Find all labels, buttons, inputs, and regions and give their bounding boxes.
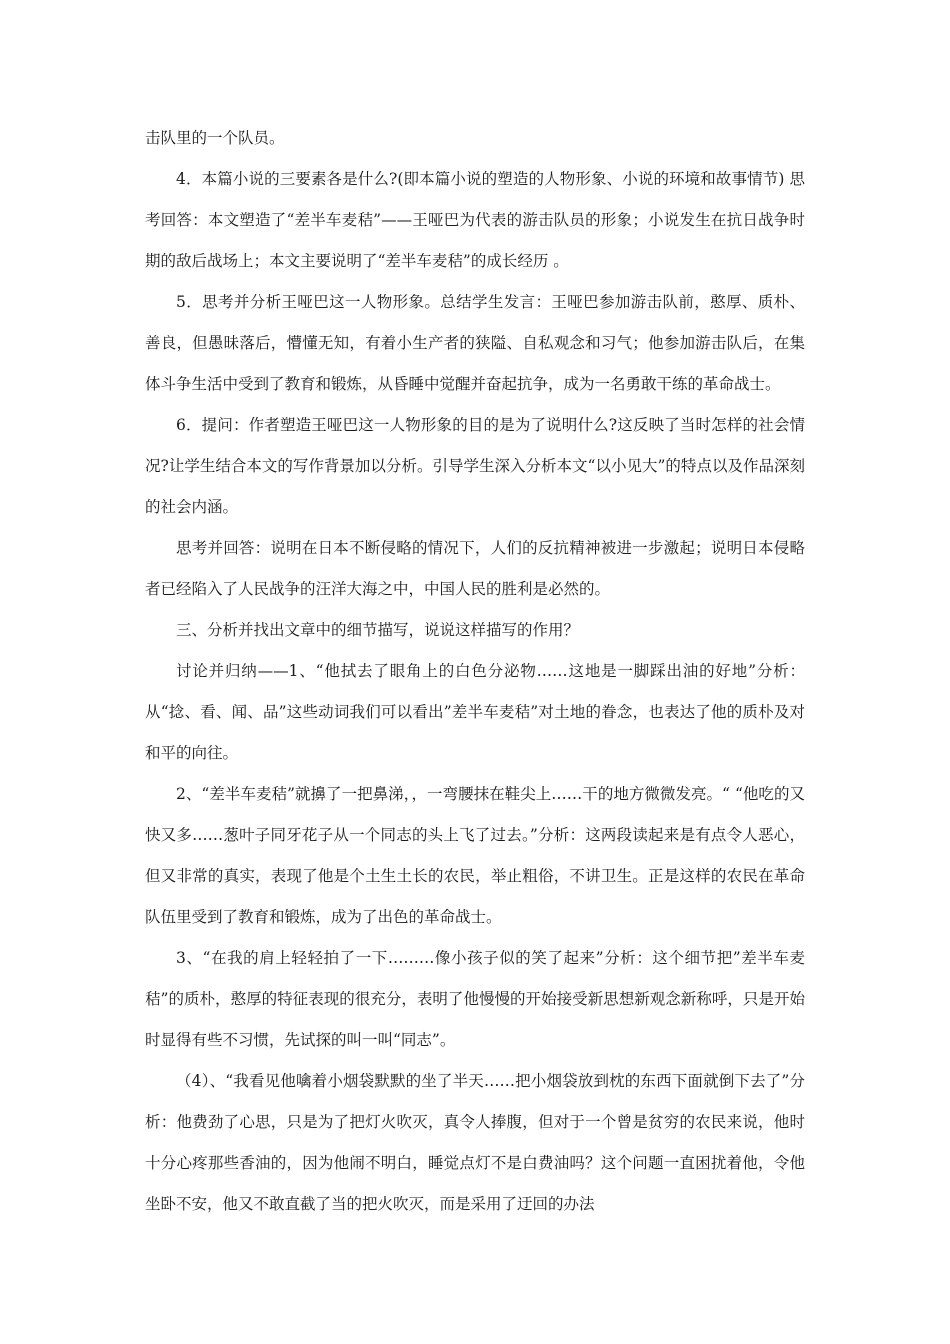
- paragraph-detail-4: （4）、“我看见他噙着小烟袋默默的坐了半天……把小烟袋放到枕的东西下面就倒下去了”分析：他费劲了心思，只是为了把灯火吹灭，真令人捧腹，但对于一个曾是贫穷的农民来说，他时十分心疼那些香油的，因为他闹不明白，睡觉点灯不是白费油吗？这个问题一直困扰着他，令他坐卧不安，他又不敢直截了当的把火吹灭，而是采用了迂回的办法: [145, 1072, 805, 1213]
- paragraph-continuation: 击队里的一个队员。: [145, 129, 285, 147]
- section-heading-three: 三、分析并找出文章中的细节描写，说说这样描写的作用？: [176, 621, 580, 639]
- document-body: [145, 118, 805, 1225]
- paragraph-question-5: 5．思考并分析王哑巴这一人物形象。总结学生发言：王哑巴参加游击队前，憨厚、质朴、善良，但愚昧落后，懵懂无知，有着小生产者的狭隘、自私观念和习气；他参加游击队后，在集体斗争生活中受到了教育和锻炼，从昏睡中觉醒并奋起抗争，成为一名勇敢干练的革命战士。: [145, 293, 805, 393]
- paragraph-question-4: 4．本篇小说的三要素各是什么?(即本篇小说的塑造的人物形象、小说的环境和故事情节) 思考回答：本文塑造了“差半车麦秸”——王哑巴为代表的游击队员的形象；小说发生在抗日战争时期的敌后战场上；本文主要说明了“差半车麦秸”的成长经历 。: [145, 170, 805, 270]
- paragraph-detail-2: 2、“差半车麦秸”就擤了一把鼻涕，，一弯腰抹在鞋尖上……干的地方微微发亮。“ “他吃的又快又多……葱叶子同牙花子从一个同志的头上飞了过去。”分析：这两段读起来是有点令人恶心，但又非常的真实，表现了他是个土生土长的农民，举止粗俗，不讲卫生。正是这样的农民在革命队伍里受到了教育和锻炼，成为了出色的革命战士。: [145, 785, 805, 926]
- paragraph-answer-6: 思考并回答：说明在日本不断侵略的情况下，人们的反抗精神被进一步激起；说明日本侵略者已经陷入了人民战争的汪洋大海之中，中国人民的胜利是必然的。: [145, 539, 805, 598]
- paragraph-detail-1: 讨论并归纳——1、“他拭去了眼角上的白色分泌物……这地是一脚踩出油的好地”分析：从“捻、看、闻、品”这些动词我们可以看出”差半车麦秸”对土地的眷念，也表达了他的质朴及对和平的向往。: [145, 662, 805, 762]
- paragraph-detail-3: 3、“在我的肩上轻轻拍了一下………像小孩子似的笑了起来”分析：这个细节把”差半车麦秸”的质朴，憨厚的特征表现的很充分，表明了他慢慢的开始接受新思想新观念新称呼，只是开始时显得有些不习惯，先试探的叫一叫“同志”。: [145, 949, 805, 1049]
- paragraph-question-6: 6．提问：作者塑造王哑巴这一人物形象的目的是为了说明什么?这反映了当时怎样的社会情况?让学生结合本文的写作背景加以分析。引导学生深入分析本文“以小见大”的特点以及作品深刻的社会内涵。: [145, 416, 805, 516]
